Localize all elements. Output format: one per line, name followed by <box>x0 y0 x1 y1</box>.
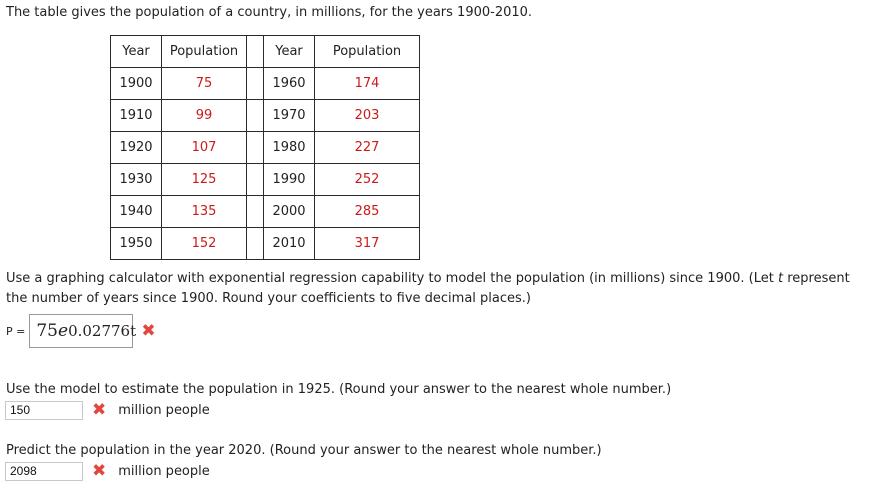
year-cell: 1950 <box>111 228 162 260</box>
x-mark-icon: ✖ <box>92 400 107 420</box>
population-cell: 317 <box>315 228 420 260</box>
population-cell: 75 <box>162 68 247 100</box>
answer-base: e <box>58 321 69 341</box>
question-2-unit: million people <box>118 403 210 418</box>
population-cell: 125 <box>162 164 247 196</box>
year-cell: 1990 <box>264 164 315 196</box>
table-row <box>111 132 420 164</box>
table-gap <box>247 68 264 100</box>
table-row <box>111 196 420 228</box>
question-3-text: Predict the population in the year 2020. (Round your answer to the nearest whole number.) <box>6 443 602 458</box>
table-row <box>111 164 420 196</box>
year-cell: 1920 <box>111 132 162 164</box>
answer-exponent: 0.02776t <box>68 322 137 340</box>
header-population-2: Population <box>315 36 420 68</box>
table-gap <box>247 100 264 132</box>
population-cell: 203 <box>315 100 420 132</box>
question-1-line-2: the number of years since 1900. Round your coefficients to five decimal places.) <box>6 291 531 306</box>
question-2-answer-input[interactable]: 150 <box>5 401 83 420</box>
population-cell: 99 <box>162 100 247 132</box>
population-cell: 135 <box>162 196 247 228</box>
question-1-text-before: Use a graphing calculator with exponential regression capability to model the population (in millions) since 1900. (Let <box>6 271 778 286</box>
population-cell: 174 <box>315 68 420 100</box>
population-cell: 252 <box>315 164 420 196</box>
population-cell: 152 <box>162 228 247 260</box>
table-row <box>111 100 420 132</box>
answer-coefficient: 75 <box>36 321 58 341</box>
table-gap <box>247 36 264 68</box>
table-gap <box>247 196 264 228</box>
question-1-text-after: represent <box>783 271 850 286</box>
population-cell: 285 <box>315 196 420 228</box>
table-gap <box>247 164 264 196</box>
year-cell: 1930 <box>111 164 162 196</box>
question-2-feedback <box>92 402 210 419</box>
year-cell: 1900 <box>111 68 162 100</box>
year-cell: 1940 <box>111 196 162 228</box>
table-header-row <box>111 36 420 68</box>
x-mark-icon: ✖ <box>92 461 107 481</box>
year-cell: 2000 <box>264 196 315 228</box>
p-answer-field[interactable] <box>29 314 137 348</box>
table-row <box>111 68 420 100</box>
variable-t: t <box>777 271 784 286</box>
table-row <box>111 228 420 260</box>
question-3-unit: million people <box>118 464 210 479</box>
year-cell: 1960 <box>264 68 315 100</box>
year-cell: 1970 <box>264 100 315 132</box>
year-cell: 1980 <box>264 132 315 164</box>
question-1-text <box>6 269 850 309</box>
question-3-answer-input[interactable]: 2098 <box>5 462 83 481</box>
population-table <box>110 35 420 260</box>
problem-intro: The table gives the population of a country, in millions, for the years 1900-2010. <box>6 5 533 20</box>
population-cell: 107 <box>162 132 247 164</box>
header-population-1: Population <box>162 36 247 68</box>
year-cell: 1910 <box>111 100 162 132</box>
p-label: P = <box>6 324 26 338</box>
population-cell: 227 <box>315 132 420 164</box>
header-year-2: Year <box>264 36 315 68</box>
answer-p-row <box>6 313 156 349</box>
table-gap <box>247 228 264 260</box>
year-cell: 2010 <box>264 228 315 260</box>
question-2-text: Use the model to estimate the population in 1925. (Round your answer to the nearest whole number.) <box>6 382 672 397</box>
table-gap <box>247 132 264 164</box>
question-1-line-1 <box>6 269 850 289</box>
header-year-1: Year <box>111 36 162 68</box>
question-3-feedback <box>92 463 210 480</box>
x-mark-icon: ✖ <box>141 320 156 341</box>
